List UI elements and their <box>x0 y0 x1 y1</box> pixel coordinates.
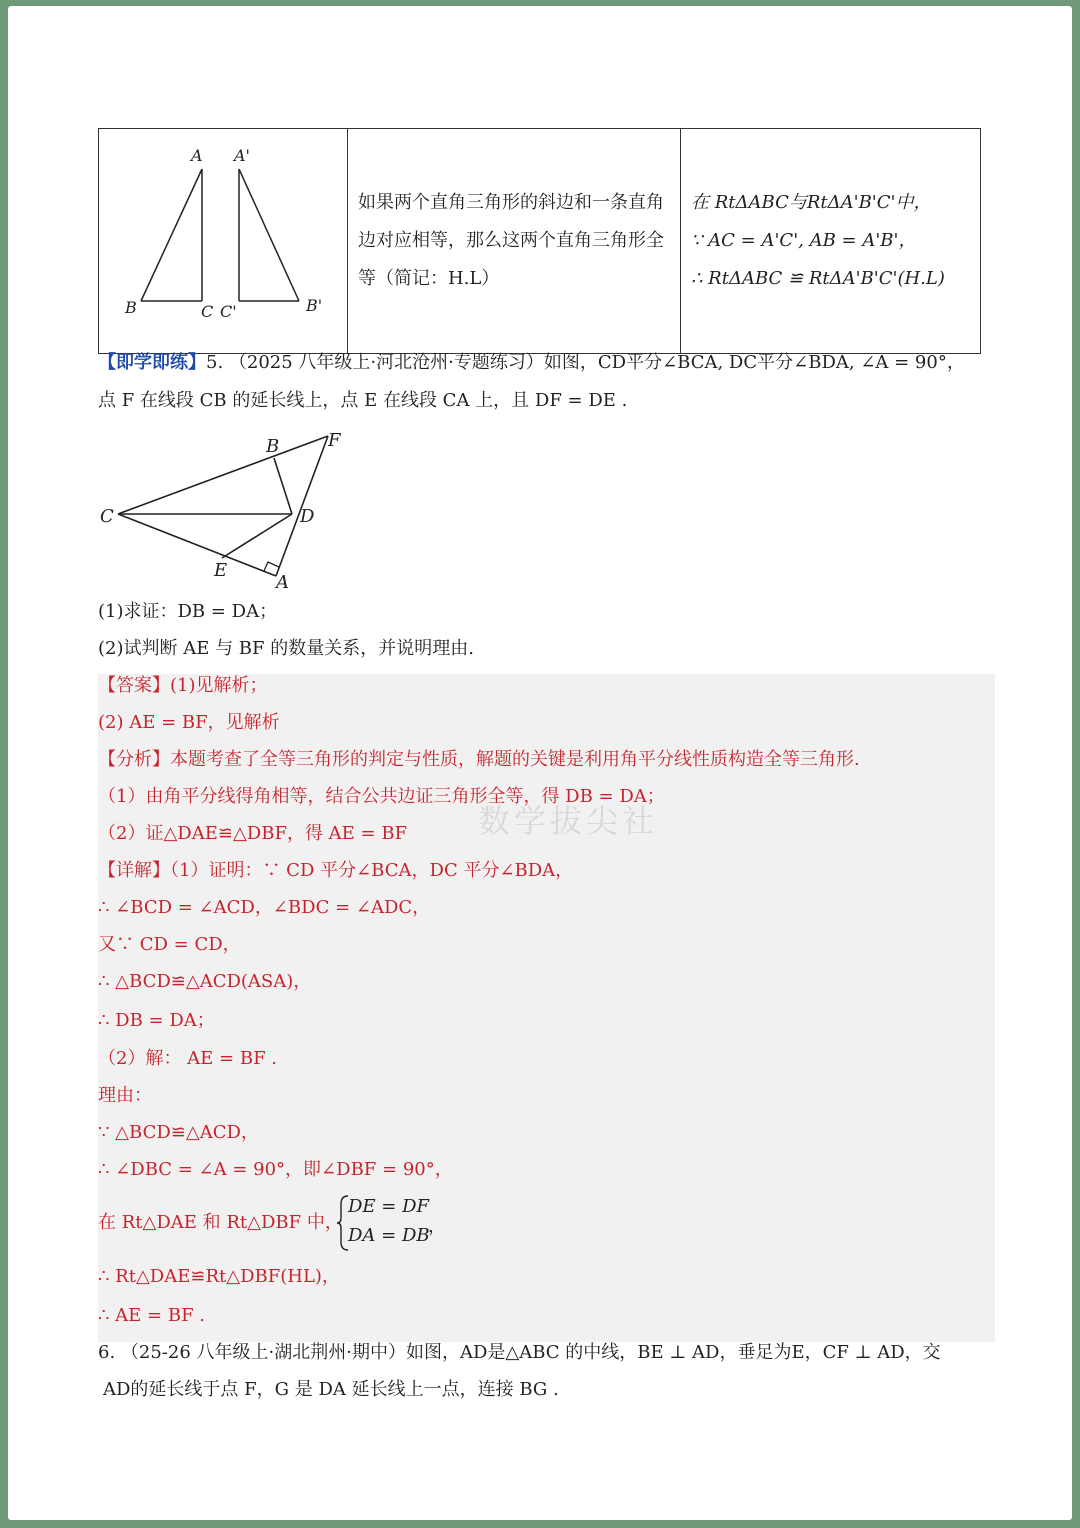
label-D: D <box>300 506 315 527</box>
label-A-prime: A' <box>234 146 250 165</box>
answer-line-4: （1）由角平分线得角相等，结合公共边证三角形全等，得 DB = DA； <box>98 786 665 807</box>
problem5-q1: (1)求证：DB = DA； <box>98 601 278 622</box>
figure-cell <box>99 129 348 354</box>
proof-line-2: ∵ AC = A'C', AB = A'B'， <box>691 230 917 251</box>
label-E: E <box>214 560 228 581</box>
problem5-line1 <box>98 352 965 374</box>
label-C: C <box>201 302 214 321</box>
answer-line-11: （2）解： AE = BF . <box>98 1048 277 1069</box>
answer-line-2: (2) AE = BF，见解析 <box>98 712 280 733</box>
proof-line-3: ∴ RtΔABC ≌ RtΔA'B'C'(H.L) <box>691 268 945 289</box>
answer-line-3: 【分析】本题考查了全等三角形的判定与性质，解题的关键是利用角平分线性质构造全等三角形. <box>98 749 860 770</box>
watermark: 数学拔尖社 <box>478 802 659 840</box>
label-A: A <box>191 146 203 165</box>
problem5-q2: (2)试判断 AE 与 BF 的数量关系，并说明理由. <box>98 638 474 659</box>
answer-line-5: （2）证△DAE≌△DBF，得 AE = BF <box>98 823 408 844</box>
answer-line-14: ∴ ∠DBC = ∠A = 90°，即∠DBF = 90°， <box>98 1159 453 1180</box>
answer-tail-2: ∴ AE = BF . <box>98 1305 205 1326</box>
answer-line-8: 又∵ CD = CD， <box>98 934 241 955</box>
problem6-line1: 6. （25-26 八年级上·湖北荆州·期中）如图，AD是△ABC 的中线，BE ⊥ AD，垂足为E，CF ⊥ AD，交 <box>98 1342 941 1363</box>
label-F: F <box>328 430 341 451</box>
answer-panel <box>98 674 995 1342</box>
system-eq-2: DA = DB <box>348 1225 430 1246</box>
answer-line-10: ∴ DB = DA； <box>98 1010 215 1031</box>
answer-line-12: 理由： <box>98 1085 152 1106</box>
problem5-text1: 5. （2025 八年级上·河北沧州·专题练习）如图，CD平分∠BCA, DC平分∠BDA, ∠A = 90°， <box>206 352 965 373</box>
theorem-table <box>98 128 981 354</box>
problem5-figure <box>96 424 356 596</box>
label-B: B <box>266 436 280 457</box>
statement-cell <box>348 129 681 354</box>
theorem-statement: 如果两个直角三角形的斜边和一条直角边对应相等，那么这两个直角三角形全等（简记：H.L） <box>358 192 664 289</box>
label-B-prime: B' <box>306 296 323 315</box>
problem5-tag: 【即学即练】 <box>98 352 206 373</box>
system-end: ， <box>428 1216 446 1237</box>
problem6-line2: AD的延长线于点 F，G 是 DA 延长线上一点，连接 BG . <box>103 1379 559 1400</box>
answer-line-7: ∴ ∠BCD = ∠ACD，∠BDC = ∠ADC， <box>98 897 431 918</box>
answer-line-9: ∴ △BCD≌△ACD(ASA)， <box>98 971 312 992</box>
right-triangles-figure <box>99 129 347 349</box>
document-page <box>8 6 1072 1520</box>
label-B: B <box>125 298 137 317</box>
label-A: A <box>276 572 289 593</box>
proof-cell <box>681 129 981 354</box>
system-intro: 在 Rt△DAE 和 Rt△DBF 中， <box>98 1212 343 1233</box>
answer-line-13: ∵ △BCD≌△ACD， <box>98 1122 259 1143</box>
answer-tail-1: ∴ Rt△DAE≌Rt△DBF(HL)， <box>98 1266 340 1287</box>
answer-line-1: 【答案】(1)见解析； <box>98 675 268 696</box>
label-C-prime: C' <box>220 302 237 321</box>
proof-line-1: 在 RtΔABC与RtΔA'B'C'中， <box>691 192 932 213</box>
label-C: C <box>100 506 114 527</box>
system-eq-1: DE = DF <box>348 1196 430 1217</box>
problem5-line2: 点 F 在线段 CB 的延长线上，点 E 在线段 CA 上，且 DF = DE . <box>98 390 628 411</box>
answer-line-6: 【详解】（1）证明：∵ CD 平分∠BCA，DC 平分∠BDA， <box>98 860 574 881</box>
